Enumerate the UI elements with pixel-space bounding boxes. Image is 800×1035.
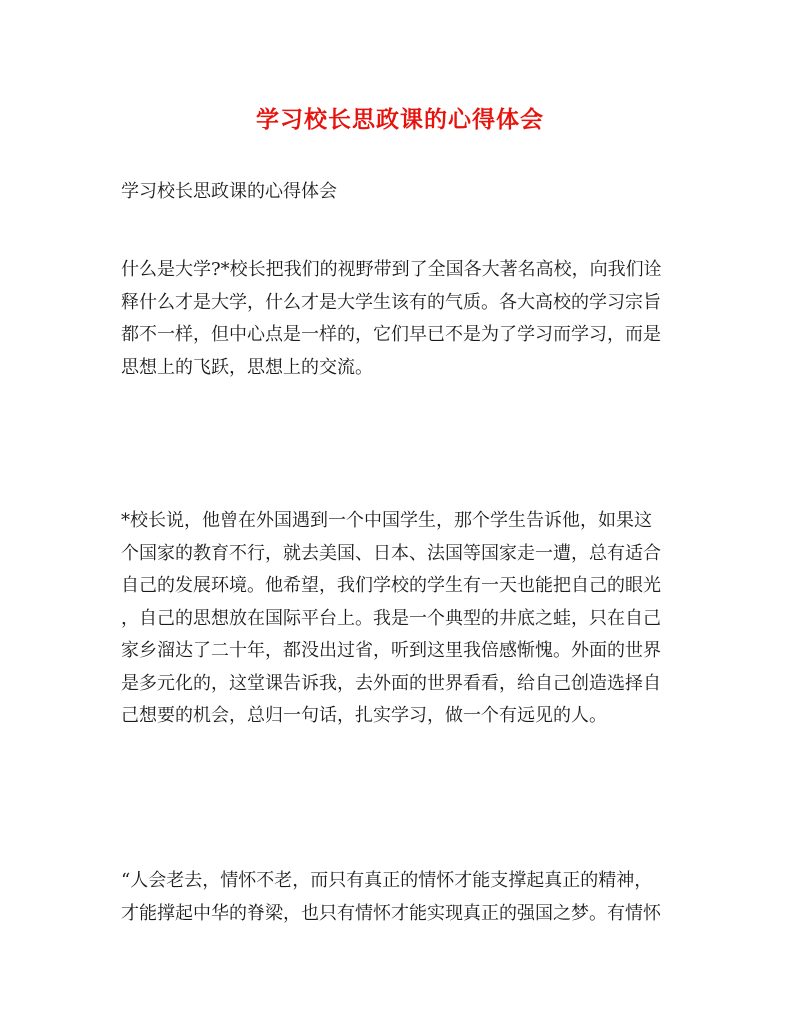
paragraph-3	[121, 865, 681, 930]
document-title: 学习校长思政课的心得体会	[256, 106, 544, 133]
paragraph-line: 什么是大学?*校长把我们的视野带到了全国各大著名高校，向我们诠	[121, 259, 662, 280]
paragraph-line: 家乡溜达了二十年，都没出过省，听到这里我倍感惭愧。外面的世界	[121, 640, 661, 661]
paragraph-line: ，自己的思想放在国际平台上。我是一个典型的井底之蛙，只在自己	[121, 607, 661, 629]
paragraph-line: 自己的发展环境。他希望，我们学校的学生有一天也能把自己的眼光	[121, 575, 661, 596]
paragraph-line: 才能撑起中华的脊梁，也只有情怀才能实现真正的强国之梦。有情怀	[121, 902, 661, 924]
document-subtitle: 学习校长思政课的心得体会	[121, 181, 337, 202]
paragraph-2	[121, 505, 681, 733]
paragraph-line: 思想上的飞跃，思想上的交流。	[121, 356, 373, 378]
paragraph-line: 都不一样，但中心点是一样的，它们早已不是为了学习而学习，而是	[121, 324, 661, 345]
paragraph-1	[121, 254, 681, 384]
paragraph-line: 己想要的机会，总归一句话，扎实学习，做一个有远见的人。	[121, 705, 607, 726]
paragraph-line: 释什么才是大学，什么才是大学生该有的气质。各大高校的学习宗旨	[121, 291, 661, 313]
paragraph-line: *校长说，他曾在外国遇到一个中国学生，那个学生告诉他，如果这	[121, 510, 652, 531]
paragraph-line: “人会老去，情怀不老，而只有真正的情怀才能支撑起真正的精神，	[121, 870, 653, 891]
paragraph-line: 个国家的教育不行，就去美国、日本、法国等国家走一遭，总有适合	[121, 542, 661, 564]
paragraph-line: 是多元化的，这堂课告诉我，去外面的世界看看，给自己创造选择自	[121, 672, 661, 694]
